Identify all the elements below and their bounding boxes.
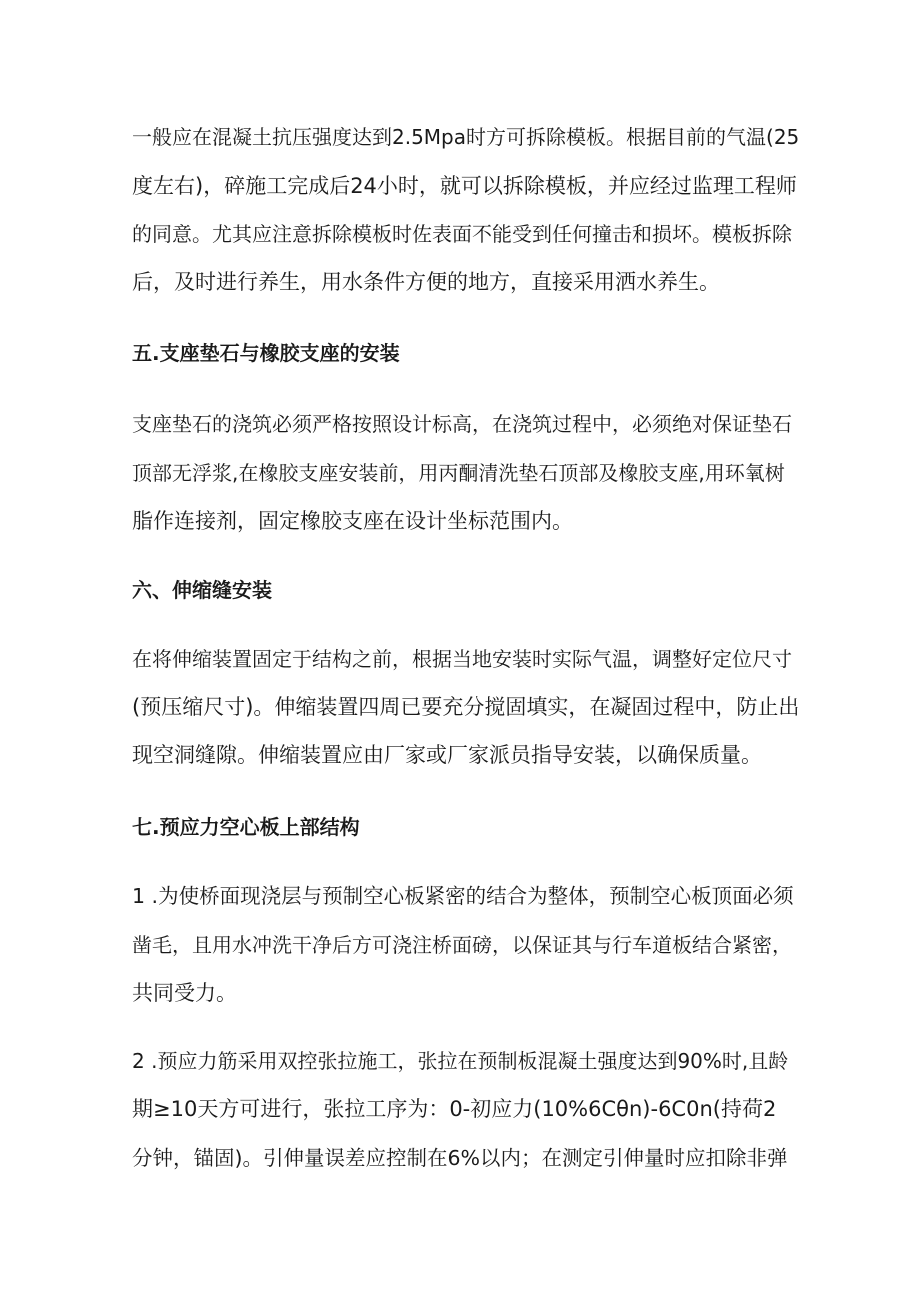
paragraph-line: 的同意。尤其应注意拆除模板时佐表面不能受到任何撞击和损坏。模板拆除 bbox=[132, 222, 792, 246]
paragraph-line: 度左右)，碎施工完成后24小时，就可以拆除模板，并应经过监理工程师 bbox=[132, 174, 797, 198]
paragraph-line: 后，及时进行养生，用水条件方便的地方，直接采用洒水养生。 bbox=[132, 270, 720, 294]
paragraph-line: 在将伸缩装置固定于结构之前，根据当地安装时实际气温，调整好定位尺寸 bbox=[132, 647, 792, 671]
list-item-line: 期≥10天方可进行，张拉工序为：0-初应力(10%6Cθn)-6C0n(持荷2 bbox=[132, 1097, 777, 1121]
list-item-line: 1 .为使桥面现浇层与预制空心板紧密的结合为整体，预制空心板顶面必须 bbox=[132, 884, 794, 908]
paragraph-line: 顶部无浮浆,在橡胶支座安装前，用丙酮清洗垫石顶部及橡胶支座,用环氧树 bbox=[132, 461, 785, 485]
list-item-line: 2 .预应力筋采用双控张拉施工，张拉在预制板混凝土强度达到90%时,且龄 bbox=[132, 1049, 789, 1073]
section-heading: 五.支座垫石与橡胶支座的安装 bbox=[132, 341, 400, 365]
paragraph-line: (预压缩尺寸)。伸缩装置四周已要充分搅固填实，在凝固过程中，防止出 bbox=[132, 695, 800, 719]
section-heading: 七.预应力空心板上部结构 bbox=[132, 815, 360, 839]
paragraph-line: 脂作连接剂，固定橡胶支座在设计坐标范围内。 bbox=[132, 509, 573, 533]
section-heading: 六、伸缩缝安装 bbox=[132, 578, 272, 602]
paragraph-line: 现空洞缝隙。伸缩装置应由厂家或厂家派员指导安装，以确保质量。 bbox=[132, 743, 762, 767]
list-item-line: 分钟，锚固)。引伸量误差应控制在6%以内；在测定引伸量时应扣除非弹 bbox=[132, 1146, 788, 1170]
paragraph-line: 一般应在混凝土抗压强度达到2.5Mpa时方可拆除模板。根据目前的气温(25 bbox=[132, 125, 800, 149]
paragraph-line: 支座垫石的浇筑必须严格按照设计标高，在浇筑过程中，必须绝对保证垫石 bbox=[132, 412, 792, 436]
list-item-line: 共同受力。 bbox=[132, 981, 237, 1005]
list-item-line: 凿毛，且用水冲洗干净后方可浇注桥面磅，以保证其与行车道板结合紧密， bbox=[132, 933, 792, 957]
